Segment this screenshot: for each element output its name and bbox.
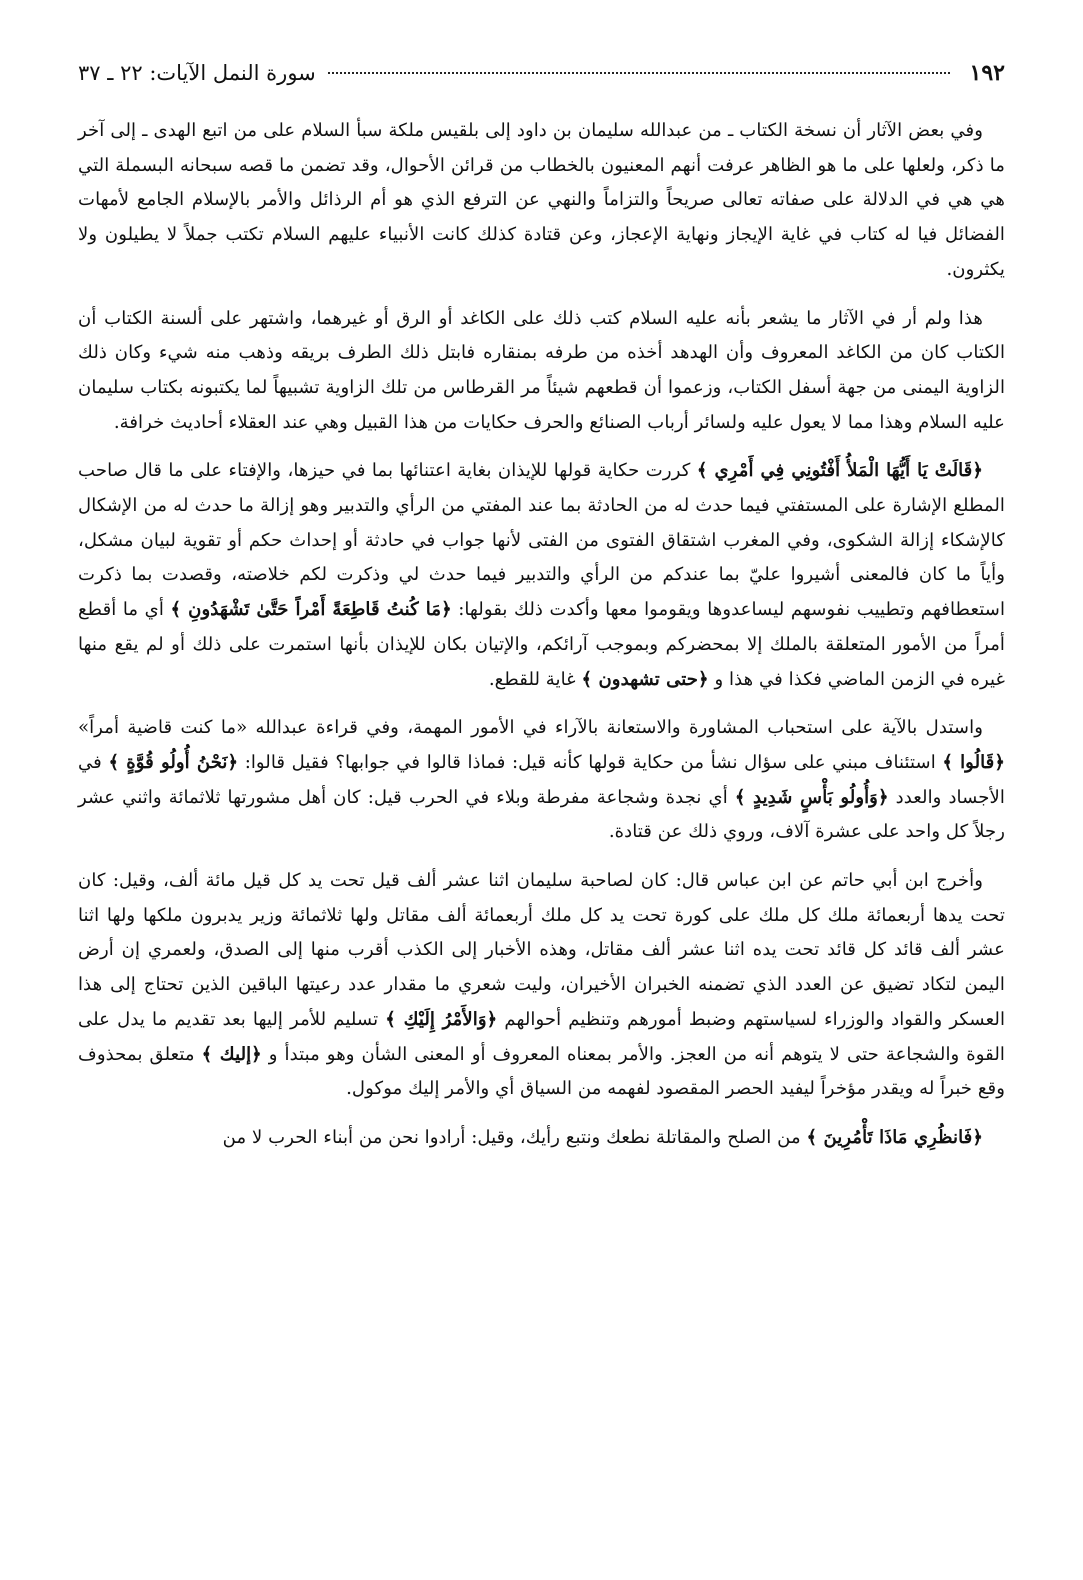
paragraph: [78, 454, 1005, 697]
commentary-body: [78, 114, 1005, 1156]
commentary-text: كررت حكاية قولها للإيذان بغاية اعتنائها بما في حيزها، والإفتاء على ما قال صاحب المطلع الإشارة على المستفتي فيما حدث له من الحادثة بما عند المفتي من الرأي والتدبير وهو إزالة ما حدث له من الإشكال كالإشكاء إزالة الشكوى، وفي المغرب اشتقاق الفتوى من الفتى لأنها جواب في حادثة أو إحداث حكم أو تقوية لبيان مشكل، وأياً ما كان فالمعنى أشيروا عليّ بما عندكم من الرأي والتدبير فيما حدث لي وذكرت لكم خلاصته، وقصدت بما ذكرت استعطافهم وتطييب نفوسهم ليساعدوها ويقوموا معها وأكدت ذلك بقولها:: [78, 460, 1006, 621]
commentary-text: أي ما أقطع أمراً من الأمور المتعلقة بالملك إلا بمحضركم وبموجب آرائكم، والإتيان بكان للإيذان بأنها استمرت على ذلك أو لم يقع منها غيره في الزمن الماضي فكذا في هذا و: [78, 599, 1005, 690]
page-number: ١٩٢: [969, 60, 1005, 86]
quran-quote: ﴿نَحْنُ أُولُو قُوَّةٍ ﴾: [108, 751, 239, 773]
paragraph: [78, 1121, 1005, 1156]
quran-quote: ﴿فَانظُرِي مَاذَا تَأْمُرِينَ ﴾: [806, 1126, 983, 1148]
paragraph: [78, 114, 1005, 288]
quran-quote: ﴿قَالُوا ﴾: [942, 751, 1006, 773]
commentary-text: واستدل بالآية على استحباب المشاورة والاستعانة بالآراء في الأمور المهمة، وفي قراءة عبدالله «ما كنت قاضية أمراً»: [78, 717, 983, 739]
quran-quote: ﴿وَالأَمْرُ إِلَيْكِ ﴾: [385, 1008, 498, 1030]
quran-quote: ﴿قَالَتْ يَا أَيُّهَا الْمَلأُ أَفْتُونِي فِي أَمْرِي ﴾: [696, 460, 983, 482]
commentary-text: هذا ولم أر في الآثار ما يشعر بأنه عليه السلام كتب ذلك على الكاغد أو الرق أو غيرهما، واشتهر على ألسنة الكتاب أن الكتاب كان من الكاغد المعروف وأن الهدهد أخذه من طرفه بمنقاره فابتل ذلك الطرف بريقه وذهب منه شيء وكان ذلك الزاوية اليمنى من جهة أسفل الكتاب، وزعموا أن قطعهم شيئاً مر القرطاس من تلك الزاوية تشبيهاً لما يكتبونه بكتاب سليمان عليه السلام وهذا مما لا يعول عليه ولسائر أرباب الصنائع والحرف حكايات من هذا القبيل وهي عند العقلاء أحاديث خرافة.: [78, 307, 1005, 433]
commentary-text: من الصلح والمقاتلة نطعك ونتبع رأيك، وقيل: أرادوا نحن من أبناء الحرب لا من: [222, 1126, 807, 1148]
commentary-text: استئناف مبني على سؤال نشأ من حكاية قولها كأنه قيل: فماذا قالوا في جوابها؟ فقيل قالوا:: [238, 751, 943, 773]
surah-title: سورة النمل الآيات: ٢٢ ـ ٣٧: [78, 61, 316, 85]
commentary-text: أي نجدة وشجاعة مفرطة وبلاء في الحرب قيل: كان أهل مشورتها ثلاثمائة واثني عشر رجلاً كل واحد على عشرة آلاف، وروي ذلك عن قتادة.: [78, 786, 1005, 843]
commentary-text: تسليم للأمر إليها بعد تقديم ما يدل على القوة والشجاعة حتى لا يتوهم أنه من العجز. والأمر بمعناه المعروف أو المعنى الشأن وهو مبتدأ و: [78, 1008, 1005, 1065]
leader-dots: [328, 72, 950, 74]
quran-quote: ﴿مَا كُنتُ قَاطِعَةً أَمْراً حَتَّىٰ تَشْهَدُونِ ﴾: [170, 599, 452, 621]
paragraph: [78, 302, 1005, 441]
quran-quote: ﴿إليك ﴾: [201, 1043, 262, 1065]
paragraph: [78, 864, 1005, 1107]
quran-quote: ﴿وَأُولُو بَأْسٍ شَدِيدٍ ﴾: [734, 786, 889, 808]
quran-quote: ﴿حتى تشهدون ﴾: [581, 668, 709, 690]
running-head: [78, 60, 1005, 100]
paragraph: [78, 711, 1005, 850]
commentary-text: في الأجساد والعدد: [78, 751, 1005, 808]
commentary-text: متعلق بمحذوف وقع خبراً له ويقدر مؤخراً ليفيد الحصر المقصود لفهمه من السياق أي والأمر إليك موكول.: [78, 1043, 1005, 1100]
commentary-text: وأخرج ابن أبي حاتم عن ابن عباس قال: كان لصاحبة سليمان اثنا عشر ألف قيل تحت يد كل قيل مائة ألف، وقيل: كان تحت يدها أربعمائة ملك كل ملك على كورة تحت يد كل ملك أربعمائة ألف مقاتل ولها ثلاثمائة وزير يدبرون ملكها ولها اثنا عشر ألف قائد كل قائد تحت يده اثنا عشر ألف مقاتل، وهذه الأخبار إلى الكذب أقرب منها إلى الصدق، ولعمري إن أرض اليمن لتكاد تضيق عن العدد الذي تضمنه الخبران الأخيران، وليت شعري ما مقدار عدد رعيتها الباقين الذين تحتاج إلى هذا العسكر والقواد والوزراء لسياستهم وضبط أمورهم وتنظيم أحوالهم: [78, 870, 1006, 1030]
commentary-text: وفي بعض الآثار أن نسخة الكتاب ـ من عبدالله سليمان بن داود إلى بلقيس ملكة سبأ السلام على من اتبع الهدى ـ إلى آخر ما ذكر، ولعلها على ما هو الظاهر عرفت أنهم المعنيون بالخطاب من قرائن الأحوال، وقد تضمن ما قصه سبحانه البسملة التي هي هي في الدلالة على صفاته تعالى صريحاً والتزاماً والنهي عن الترفع الذي هو أم الرذائل والأمر بالإسلام الجامع لأمهات الفضائل فيا له كتاب في غاية الإيجاز ونهاية الإعجاز، وعن قتادة كذلك كانت الأنبياء عليهم السلام تكتب جملاً لا يطيلون ولا يكثرون.: [78, 120, 1005, 280]
commentary-text: غاية للقطع.: [488, 668, 582, 690]
